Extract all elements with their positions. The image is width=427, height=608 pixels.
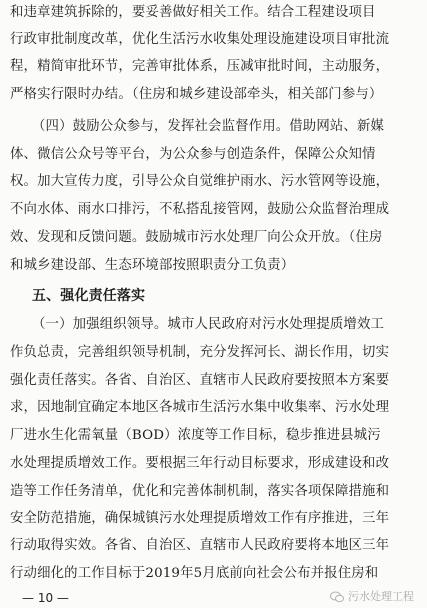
text-line-19: 安全防范措施，确保城镇污水处理提质增效工作有序推进，三年 xyxy=(10,511,390,526)
text-line-8: 不向水体、雨水口排污，不私搭乱接管网，鼓励公众监督治理成 xyxy=(10,202,390,217)
text-line-18: 造等工作任务清单，优化和完善体制机制，落实各项保障措施和 xyxy=(10,484,390,499)
text-line-5: （四）鼓励公众参与，发挥社会监督作用。借助网站、新媒 xyxy=(32,119,385,134)
watermark-text: 污水处理工程 xyxy=(348,590,414,603)
text-line-15: 求，因地制宜确定本地区各城市生活污水集中收集率、污水处理 xyxy=(10,400,390,415)
text-line-9: 效、发现和反馈问题。鼓励城市污水处理厂向公众开放。（住房 xyxy=(10,230,383,245)
text-line-10: 和城乡建设部、生态环境部按照职责分工负责） xyxy=(10,258,295,273)
text-line-21: 行动细化的工作目标于2019年5月底前向社会公布并报住房和 xyxy=(10,566,379,581)
text-line-20: 行动取得实效。各省、自治区、直辖市人民政府要将本地区三年 xyxy=(10,538,390,553)
text-line-16: 厂进水生化需氧量（BOD）浓度等工作目标，稳步推进县城污 xyxy=(10,428,381,443)
text-line-3: 程，精简审批环节，完善审批体系，压减审批时间，主动服务， xyxy=(10,59,390,74)
text-line-2: 行政审批制度改革，优化生活污水收集处理设施建设项目审批流 xyxy=(10,32,390,47)
text-line-12: （一）加强组织领导。城市人民政府对污水处理提质增效工 xyxy=(32,317,385,332)
page-number: — 10 — xyxy=(22,591,69,605)
text-line-7: 权。加大宣传力度，引导公众自觉维护雨水、污水管网等设施， xyxy=(10,174,390,189)
text-line-13: 作负总责，完善组织领导机制，充分发挥河长、湖长作用，切实 xyxy=(10,345,390,360)
text-line-14: 强化责任落实。各省、自治区、直辖市人民政府要按照本方案要 xyxy=(10,373,390,388)
watermark xyxy=(330,590,414,604)
text-line-6: 体、微信公众号等平台，为公众参与创造条件，保障公众知情 xyxy=(10,147,376,162)
text-line-4: 严格实行限时办结。（住房和城乡建设部牵头，相关部门参与） xyxy=(10,87,383,102)
section-heading: 五、强化责任落实 xyxy=(32,288,146,304)
text-line-1: 和违章建筑拆除的，要妥善做好相关工作。结合工程建设项目 xyxy=(10,5,376,20)
wechat-icon xyxy=(330,591,344,603)
text-line-17: 水处理提质增效工作。要根据三年行动目标要求，形成建设和改 xyxy=(10,456,390,471)
